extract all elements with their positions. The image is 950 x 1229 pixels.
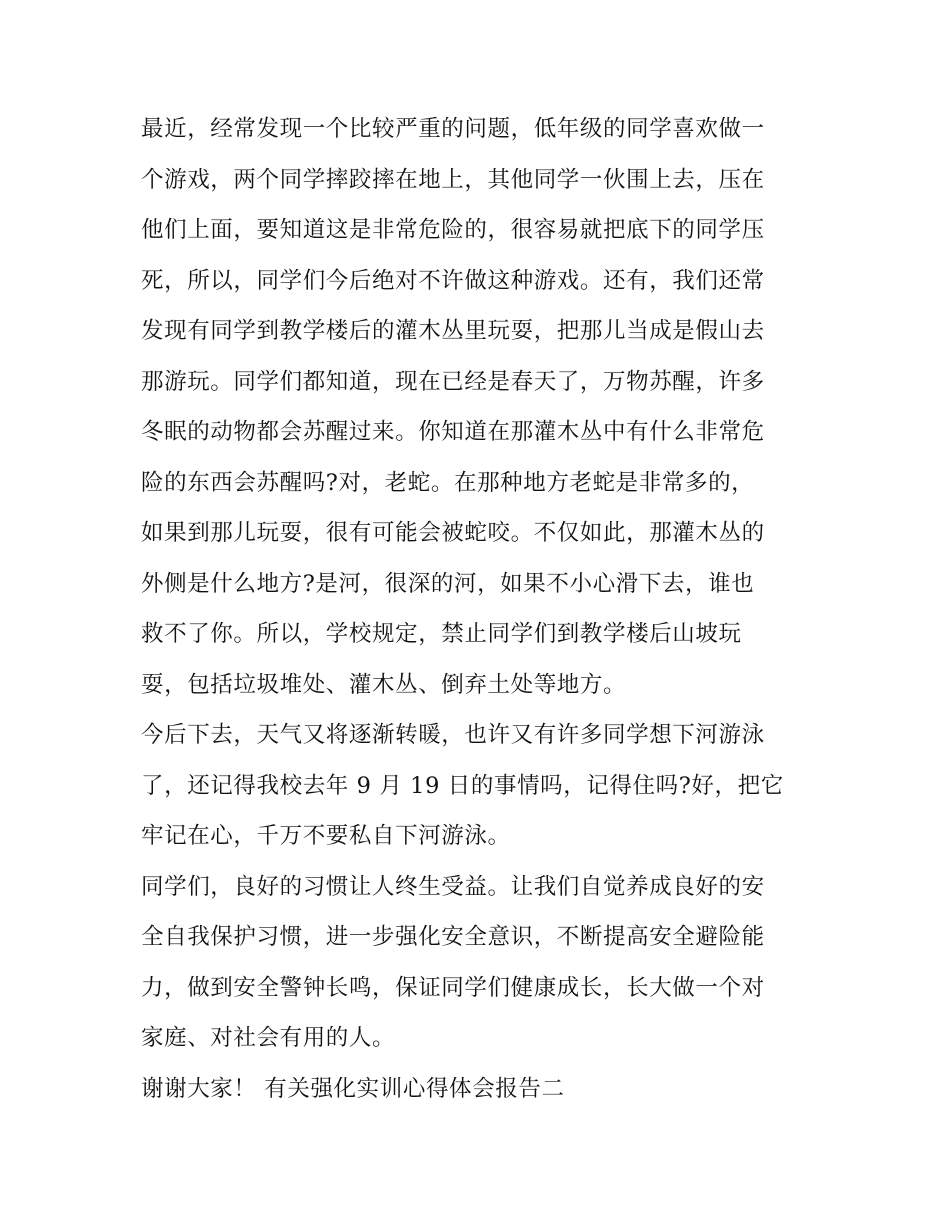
text-line: 发现有同学到教学楼后的灌木丛里玩耍，把那儿当成是假山去 bbox=[141, 318, 765, 344]
text-line: 冬眠的动物都会苏醒过来。你知道在那灌木丛中有什么非常危 bbox=[141, 419, 765, 445]
text-line: 家庭、对社会有用的人。 bbox=[141, 1025, 396, 1051]
text-line: 谢谢大家！ 有关强化实训心得体会报告二 bbox=[141, 1075, 565, 1102]
document-body bbox=[141, 104, 811, 1114]
text-line: 外侧是什么地方?是河，很深的河，如果不小心滑下去，谁也 bbox=[141, 570, 755, 597]
text-line: 了，还记得我校去年 9 月 19 日的事情吗，记得住吗?好，把它 bbox=[141, 772, 784, 799]
text-line: 如果到那儿玩耍，很有可能会被蛇咬。不仅如此，那灌木丛的 bbox=[141, 520, 765, 546]
text-line: 同学们，良好的习惯让人终生受益。让我们自觉养成良好的安 bbox=[141, 873, 765, 900]
text-line: 今后下去，天气又将逐渐转暖，也许又有许多同学想下河游泳 bbox=[141, 722, 765, 748]
text-line: 死，所以，同学们今后绝对不许做这种游戏。还有，我们还常 bbox=[141, 267, 765, 294]
text-line: 救不了你。所以，学校规定，禁止同学们到教学楼后山坡玩 bbox=[141, 621, 742, 647]
text-line: 牢记在心，千万不要私自下河游泳。 bbox=[141, 823, 511, 849]
text-line: 他们上面，要知道这是非常危险的，很容易就把底下的同学压 bbox=[141, 217, 765, 243]
text-line: 个游戏，两个同学摔跤摔在地上，其他同学一伙围上去，压在 bbox=[141, 166, 765, 193]
text-line: 最近，经常发现一个比较严重的问题，低年级的同学喜欢做一 bbox=[141, 116, 765, 142]
text-line: 全自我保护习惯，进一步强化安全意识，不断提高安全避险能 bbox=[141, 924, 765, 950]
text-line: 耍，包括垃圾堆处、灌木丛、倒弃土处等地方。 bbox=[141, 671, 627, 698]
text-line: 险的东西会苏醒吗?对，老蛇。在那种地方老蛇是非常多的， bbox=[141, 469, 755, 496]
text-line: 那游玩。同学们都知道，现在已经是春天了，万物苏醒，许多 bbox=[141, 368, 765, 395]
text-line: 力，做到安全警钟长鸣，保证同学们健康成长，长大做一个对 bbox=[141, 974, 765, 1001]
